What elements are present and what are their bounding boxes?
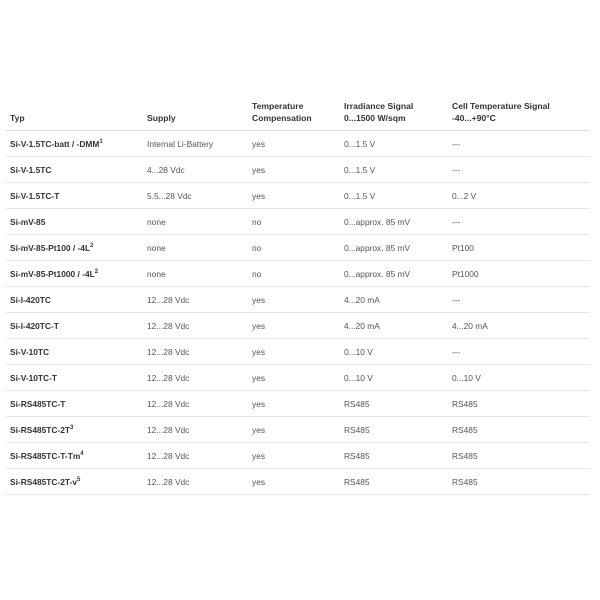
- typ-name: Si-mV-85: [10, 216, 46, 227]
- cell-temperature-compensation: yes: [248, 157, 340, 183]
- typ-name: Si-I-420TC-T: [10, 320, 59, 331]
- cell-cell-temperature-signal: Pt1000: [448, 261, 590, 287]
- cell-typ: [6, 131, 143, 157]
- typ-name: Si-mV-85-Pt1000 / -4L: [10, 268, 95, 279]
- footnote-marker: 3: [70, 424, 74, 431]
- table-row: [6, 209, 590, 235]
- cell-temperature-compensation: yes: [248, 365, 340, 391]
- typ-name: Si-V-1.5TC-T: [10, 190, 60, 201]
- product-table: [6, 100, 590, 495]
- header-cell-temp-line1: Cell Temperature Signal: [452, 101, 550, 111]
- typ-name: Si-RS485TC-T: [10, 398, 66, 409]
- cell-temperature-compensation: yes: [248, 313, 340, 339]
- cell-temperature-compensation: yes: [248, 131, 340, 157]
- cell-typ: [6, 391, 143, 417]
- cell-supply: 12...28 Vdc: [143, 313, 248, 339]
- cell-temperature-compensation: no: [248, 209, 340, 235]
- cell-typ: [6, 261, 143, 287]
- header-temp-comp-line1: Temperature: [252, 101, 304, 111]
- cell-cell-temperature-signal: RS485: [448, 443, 590, 469]
- cell-supply: none: [143, 235, 248, 261]
- cell-cell-temperature-signal: RS485: [448, 391, 590, 417]
- table-row: [6, 365, 590, 391]
- header-irradiance-line1: Irradiance Signal: [344, 101, 414, 111]
- cell-cell-temperature-signal: ---: [448, 339, 590, 365]
- cell-irradiance-signal: 0...1.5 V: [340, 131, 448, 157]
- table-row: [6, 235, 590, 261]
- cell-typ: [6, 339, 143, 365]
- cell-typ: [6, 183, 143, 209]
- cell-temperature-compensation: yes: [248, 391, 340, 417]
- typ-name: Si-V-1.5TC: [10, 164, 52, 175]
- cell-typ: [6, 365, 143, 391]
- footnote-marker: 4: [80, 450, 84, 457]
- cell-typ: [6, 209, 143, 235]
- table-row: [6, 261, 590, 287]
- table-row: [6, 417, 590, 443]
- cell-cell-temperature-signal: ---: [448, 209, 590, 235]
- cell-supply: 12...28 Vdc: [143, 287, 248, 313]
- typ-name: Si-RS485TC-2T: [10, 424, 71, 435]
- table-row: [6, 287, 590, 313]
- table-header: [6, 100, 590, 131]
- cell-cell-temperature-signal: RS485: [448, 469, 590, 495]
- typ-name: Si-I-420TC: [10, 294, 51, 305]
- typ-name: Si-RS485TC-2T-v: [10, 476, 78, 487]
- cell-cell-temperature-signal: Pt100: [448, 235, 590, 261]
- header-irradiance-signal: [340, 100, 448, 131]
- cell-irradiance-signal: 0...approx. 85 mV: [340, 235, 448, 261]
- cell-supply: 4...28 Vdc: [143, 157, 248, 183]
- cell-temperature-compensation: no: [248, 261, 340, 287]
- cell-typ: [6, 469, 143, 495]
- cell-irradiance-signal: 4...20 mA: [340, 313, 448, 339]
- cell-irradiance-signal: 0...1.5 V: [340, 183, 448, 209]
- product-table-container: [6, 100, 590, 495]
- table-row: [6, 183, 590, 209]
- cell-temperature-compensation: yes: [248, 469, 340, 495]
- cell-irradiance-signal: 0...approx. 85 mV: [340, 261, 448, 287]
- cell-irradiance-signal: RS485: [340, 469, 448, 495]
- cell-temperature-compensation: yes: [248, 417, 340, 443]
- footnote-marker: 2: [90, 242, 94, 249]
- header-typ: Typ: [6, 100, 143, 131]
- cell-cell-temperature-signal: ---: [448, 287, 590, 313]
- cell-supply: 12...28 Vdc: [143, 391, 248, 417]
- cell-supply: none: [143, 209, 248, 235]
- cell-irradiance-signal: RS485: [340, 417, 448, 443]
- cell-cell-temperature-signal: 4...20 mA: [448, 313, 590, 339]
- cell-typ: [6, 157, 143, 183]
- cell-irradiance-signal: RS485: [340, 443, 448, 469]
- typ-name: Si-V-10TC: [10, 346, 50, 357]
- cell-typ: [6, 443, 143, 469]
- cell-cell-temperature-signal: 0...2 V: [448, 183, 590, 209]
- header-row: [6, 100, 590, 131]
- cell-cell-temperature-signal: RS485: [448, 417, 590, 443]
- cell-irradiance-signal: 0...approx. 85 mV: [340, 209, 448, 235]
- cell-supply: 12...28 Vdc: [143, 417, 248, 443]
- table-row: [6, 469, 590, 495]
- header-temperature-compensation: [248, 100, 340, 131]
- table-body: [6, 131, 590, 495]
- cell-temperature-compensation: yes: [248, 443, 340, 469]
- table-row: [6, 443, 590, 469]
- typ-name: Si-V-1.5TC-batt / -DMM: [10, 138, 100, 149]
- cell-typ: [6, 235, 143, 261]
- cell-irradiance-signal: 0...1.5 V: [340, 157, 448, 183]
- table-row: [6, 313, 590, 339]
- cell-temperature-compensation: no: [248, 235, 340, 261]
- typ-name: Si-mV-85-Pt100 / -4L: [10, 242, 91, 253]
- cell-supply: Internal Li-Battery: [143, 131, 248, 157]
- footnote-marker: 2: [94, 268, 99, 275]
- table-row: [6, 131, 590, 157]
- typ-name: Si-RS485TC-T-Tm: [10, 450, 81, 461]
- cell-supply: 12...28 Vdc: [143, 469, 248, 495]
- cell-temperature-compensation: yes: [248, 287, 340, 313]
- cell-typ: [6, 287, 143, 313]
- cell-supply: 12...28 Vdc: [143, 339, 248, 365]
- cell-supply: 5.5...28 Vdc: [143, 183, 248, 209]
- header-cell-temperature-signal: [448, 100, 590, 131]
- cell-supply: 12...28 Vdc: [143, 365, 248, 391]
- cell-irradiance-signal: 4...20 mA: [340, 287, 448, 313]
- cell-supply: 12...28 Vdc: [143, 443, 248, 469]
- cell-irradiance-signal: 0...10 V: [340, 339, 448, 365]
- cell-supply: none: [143, 261, 248, 287]
- cell-cell-temperature-signal: 0...10 V: [448, 365, 590, 391]
- header-supply: Supply: [143, 100, 248, 131]
- cell-temperature-compensation: yes: [248, 183, 340, 209]
- table-row: [6, 339, 590, 365]
- cell-irradiance-signal: 0...10 V: [340, 365, 448, 391]
- cell-irradiance-signal: RS485: [340, 391, 448, 417]
- cell-cell-temperature-signal: ---: [448, 131, 590, 157]
- footnote-marker: 5: [77, 476, 81, 483]
- cell-typ: [6, 417, 143, 443]
- cell-cell-temperature-signal: ---: [448, 157, 590, 183]
- table-row: [6, 157, 590, 183]
- header-irradiance-line2: 0...1500 W/sqm: [344, 113, 406, 123]
- cell-temperature-compensation: yes: [248, 339, 340, 365]
- footnote-marker: 1: [99, 138, 103, 145]
- table-row: [6, 391, 590, 417]
- typ-name: Si-V-10TC-T: [10, 372, 57, 383]
- cell-typ: [6, 313, 143, 339]
- header-temp-comp-line2: Compensation: [252, 113, 312, 123]
- header-cell-temp-line2: -40...+90°C: [452, 113, 496, 123]
